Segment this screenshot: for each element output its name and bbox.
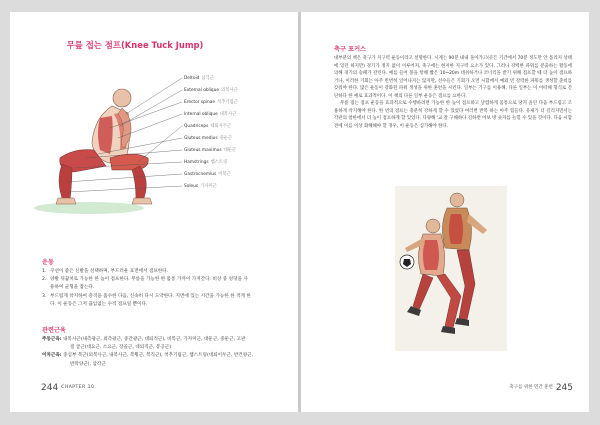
step-1: 1. 쿠션이 좋은 신발을 선택하며, 부드러운 표면에서 점프한다.	[42, 269, 169, 274]
step-2: 2. 양발 뒤꿈치로 가능한 한 높이 점프한다. 무릎을 가능한 한 몸통 가까이 가져간다. 비상 중 엉덩을 사 용하여 균형을 잡는다.	[42, 277, 248, 291]
label-gluteus-maximus: Gluteus maximus 대둔근	[184, 148, 237, 153]
muscles-heading: 관련근육	[42, 327, 66, 334]
execution-heading: 운동	[42, 259, 54, 266]
label-erector-spinae: Erector spinae 척추기립근	[184, 100, 238, 105]
page-number-right: 245	[555, 383, 573, 393]
right-folio	[509, 383, 573, 393]
page-number-left: 244	[41, 383, 59, 393]
label-internal-oblique: Internal oblique 내복사근	[184, 112, 237, 117]
paragraph-2: 무릎 접는 점프 운동을 효과적으로 수행하려면 가능한 한 높이 점프하고 날렵하게 몸통으로 당겨 올린 다음 부드럽고 조용하게 착지해야 한다. 한 번의 점프는 충분히 강하게 할 수 있었다 여러번 반복 하는 아주 힘들다. 유제가 더 길리지면서는 각관의 첨한에서 더 높이 점프하게 할 있었다. 다양해 '교 잘 구해하다 길하면 어보 방 숫자를 늘힐 수 있을 것이다. 다음 시합 전에 이를 이상 화해해야 할 경우, 이 운동은 심가해야 한다.	[334, 101, 573, 129]
secondary-muscles: 이차근육: 중심부 복근(외복사근, 내복사근, 복횡근, 복직근), 척추기립근, 햄스트링(대퇴이두근, 반건양근, 반막양근), 삼각근	[42, 353, 254, 367]
chapter-label: CHAPTER 10	[61, 385, 95, 390]
knee-tuck-illustration	[14, 58, 279, 248]
figure-title: 무릎 접는 점프(Knee Tuck Jump)	[66, 40, 204, 50]
label-soleus: Soleus 가자미근	[184, 184, 217, 189]
label-hamstrings: Hamstrings 햄스트링	[184, 160, 228, 165]
label-deltoid: Deltoid 삼각근	[184, 76, 214, 81]
label-gluteus-medius: Gluteus medius 중둔근	[184, 136, 233, 141]
step-3: 3. 부드럽게 착지하여 충격을 흡수한 다음, 신속히 다시 도약한다. 지면에 있는 시간을 가능한 한 적게 한 다. 이 운동은 그저 끊임없는 수직 점프일 뿐이다.	[42, 293, 251, 307]
label-quadriceps: Quadriceps 대퇴사두근	[184, 124, 232, 129]
primary-muscles: 주동근육: 내복사근(내측광근, 외측광근, 중간광근, 대퇴직근), 비복근, 가자미근, 대둔근, 중둔근, 고관 절 굴근(대요근, 소요근, 장골근, 대퇴직근, 봉공근)	[42, 337, 246, 351]
execution-steps	[42, 268, 292, 309]
soccer-illustration	[395, 186, 507, 351]
soccer-players-image	[395, 186, 507, 351]
label-external-oblique: External oblique 외복사근	[184, 88, 238, 93]
soccer-focus-heading: 축구 포커스	[334, 46, 367, 53]
label-gastrocnemius: Gastrocnemius 비복근	[184, 172, 231, 177]
paragraph-1: 대부분의 책은 축구가 지구력 운동이라고 설명한다. 시계는 90분 내내 돌아가고(골든 기간에서 70분 정도만 안 틀리지 상태에 있던 하지만) 경기가 정지 없이 이루어져, 축구에는 현저한 지구력 요소가 있다. 그러나 강력한 파워를 분출하는 활동에 의해 경기의 승패가 갈린다. 예를 들어 볼을 항해 짧은 10~20m 대쉬하거나 코너킥을 받기 위해 점프할 때 더 높이 점프하거나, 이러한 기회는 아주 빈번히 일어나지는 않지만, 선수들은 기회가 오면 시합에서 예외 빈 강력한 파워를 생성할 준비를 갖춰야 한다. 많은 운동이 강화된 파워 생성을 위한 훈련을 시킨다. 일부는 기구를 이용해, 다른 일부는 이 어떠해 형식로 간단하다 한 예로 효과적이다. 이 책의 다른 일부 운동은 점프를 요한다.	[334, 56, 572, 99]
left-folio	[41, 383, 94, 393]
muscles-involved	[42, 336, 292, 369]
anatomy-figure	[14, 58, 279, 248]
soccer-focus-body	[334, 55, 572, 130]
running-header: 축구를 위한 민간 훈련	[509, 385, 553, 390]
